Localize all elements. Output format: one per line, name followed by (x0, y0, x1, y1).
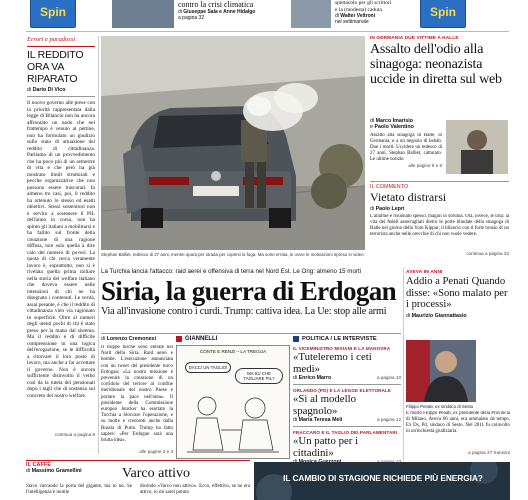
teaser2-authors-names: Walter Veltroni (340, 13, 376, 19)
interviews[interactable] (293, 336, 401, 465)
side-story1-kicker: IN GERMANIA DUE VITTIME A HALLE (370, 36, 459, 41)
teaser2-thumbnail (291, 0, 331, 28)
teaser2-page: nel settimanale (335, 19, 369, 26)
side-story2-byline-prefix: di (370, 206, 375, 212)
editorial-body: Il nuovo governo alle prese con la priorità rappresentata dalla legge di Bilancio non ha ancora affrontato un nodo che nel frattempo è venuto al pettine, non ha formulato un giudizio sullo stato di attuazione del reddito di cittadinanza. Parliamo di un provvedimento che ha poco più di un semestre di vita e che però ha già mostrato limiti strutturali e pecche organizzative che non possono essere trascurati. In almeno tre casi, poi, il reddito ha ottenuto lo stesso ed esatti obiettivi. Stessi sostenitori non è servito a sostenere il PIL dell'anno in corso, non ha spinto gli italiani a mobilitarsi e ha fallito sul fronte della creazione di una ragione diffusa, non solo quella a dire calo del numero di poveri. La quota di chi cerca veramente lavoro è, soprattutto, non si è rivelata quella prima miliare nella storia del welfare italiano che doveva essere nelle intenzioni di chi ne ha disegnato i contenuti. Le verità, assai pesante, è che il reddito di cittadinanza vien via ragionato in superficie. Oltre al numeri degli utenti pochi di chi è stato preso per la mano dal sistema. Ma il reddito è di difficile comprensione in una logica dell'erogazione, se le difficoltà a ritorvare il loro posto di lavoro, ma anche a far accettare il governo. Non è ancora sufficiente disinvolto il verbo così da la tutela dei pensionati dopo i tagli che di sostanza sul concreto del nostro welfare. (27, 100, 95, 399)
interviews-square-icon (293, 336, 299, 342)
cremonesi-body: Il truppe turche sono entrate nel Nord della Siria. Raid aerei e bombe. L'esecuzione annunciata con un tweet del presidente turco Erdogan: «La nostra missione è prevenire la creazione di un corridoio del terrore al confine meridionale del nostro Paese e portare la pace nell'area». Il presidente della Commissione europea Juncker ha esortato la Turchia a bloccare l'operazione, e su molte e crescenti anche dalla Russia di Putin. Trump ha fatto sapere: «Per Erdogan sarà una brutta idea». (101, 345, 173, 444)
interview-1-page: a pagina 10 (376, 375, 401, 380)
side-story1-portrait (446, 120, 508, 174)
spin-badge-right[interactable] (420, 0, 466, 28)
interview-1-author: Enrico Marro (298, 375, 332, 381)
editorial-kicker: Errori e paradossi (27, 36, 76, 43)
spin-badge-left-label: Spin (40, 5, 66, 19)
interview-2-meta (293, 417, 401, 423)
editorial-byline-rule (27, 96, 95, 97)
interview-2-kicker: ORLANDO (PD) E LA LEGGE ELETTORALE (293, 388, 392, 393)
side-story2-byline-name: Paolo Lepri (375, 206, 405, 212)
interview-2-author-prefix: di (293, 417, 298, 423)
spin-badge-left[interactable] (30, 0, 76, 28)
penati-photo-illustration (406, 340, 476, 402)
editorial-byline-prefix: di (27, 87, 32, 94)
energy-ad-text: IL CAMBIO DI STAGIONE RICHIEDE PIÙ ENERGIA? (283, 473, 483, 483)
side-story1-byline2-name: Paolo Valentino (374, 124, 414, 130)
interview-2-title: «Sì al modello spagnolo» (293, 393, 356, 417)
side-story1-divider (370, 181, 509, 182)
cremonesi-byline (101, 336, 173, 342)
side-story1-byline2 (370, 124, 442, 130)
side-story1-byline1-prefix: di (370, 118, 375, 124)
cartoon-drawing (177, 346, 289, 458)
main-headline-subtitle: Via all'invasione contro i curdi. Trump: cattiva idea. La Ue: stop alle armi (101, 306, 387, 317)
penati-kicker: AVEVA 86 ANNI (406, 270, 443, 275)
interview-1-author-prefix: di (293, 375, 298, 381)
interview-divider-2 (293, 426, 401, 427)
penati-photo (406, 340, 476, 402)
main-photo-illustration (101, 36, 365, 250)
main-photo[interactable] (101, 36, 365, 250)
teaser2-authors-prefix: di (335, 13, 339, 19)
headline-right-divider (403, 268, 404, 460)
spin-badge-right-label: Spin (430, 5, 456, 19)
side-story2-continue[interactable]: continua a pagina 32 (466, 251, 509, 256)
interviews-label: POLITICA / LE INTERVISTE (302, 336, 377, 342)
teaser1-authors-names: Giuseppe Sala e Anne Hidalgo (183, 9, 256, 15)
editorial[interactable] (27, 36, 95, 437)
side-story1-body: Assalto alla sinagoga di Halle, in Germania, e a un negozio di kebab. Due i morti. Uccidere un tedesco di 27 anni, Stephan Balliet, catturato. Le ultime notizie. (370, 133, 442, 162)
energy-ad[interactable] (254, 462, 510, 500)
side-story2[interactable] (370, 184, 509, 256)
teaser1-page: a pagina 32 (178, 15, 205, 22)
interview-item-1[interactable] (293, 346, 401, 381)
editorial-byline (27, 87, 95, 93)
giannelli-label: GIANNELLI (185, 336, 218, 342)
penati-byline-name: Maurizio Giannattasio (411, 312, 467, 319)
editorial-continue[interactable]: continua a pagina 9 (54, 432, 95, 438)
side-story1-pages[interactable]: alle pagine 5 e 6 (408, 163, 442, 168)
giannelli-box[interactable] (176, 336, 288, 459)
side-story1-bylines (370, 118, 442, 168)
side-story1-byline1-name: Marco Imarisio (375, 118, 413, 124)
side-story2-body: L'allarme è risuonato spesso, magari in sordina. Ora, invece, le urla: la vita dei fedeli asserragliati dietro le porte blindate della sinagoga di Halle nel giorno dello Yom Kippur, il bilancio con il forte brusio di un terrorista anche nelle orecchie di chi non vuole vedere. (370, 214, 509, 237)
main-headline[interactable] (101, 268, 401, 318)
cartoon-bubble2: MA SU CHE TAGLIARE PIL? (235, 368, 283, 384)
penati-continue[interactable]: a pagina 27 Sansoni (468, 450, 510, 455)
interview-2-page: a pagina 12 (376, 417, 401, 422)
side-story2-title: Vietato distrarsi (370, 190, 447, 204)
portrait-illustration (446, 120, 508, 174)
giannelli-header (176, 336, 288, 342)
interview-1-kicker: IL VICEMINISTRO MISIANI E LA MANOVRA (293, 346, 391, 351)
left-column-divider (98, 36, 99, 454)
main-headline-title: Siria, la guerra di Erdogan (101, 276, 397, 306)
caffe-byline-prefix: di (26, 468, 31, 474)
cartoon-title: CONTE E RENZI – LA TREGUA (199, 349, 267, 354)
interviews-header (293, 336, 401, 342)
side-story2-byline (370, 206, 509, 212)
headline-underline (101, 333, 401, 334)
teaser2-line1: spettacolo per gli scrittori (335, 0, 392, 6)
giannelli-square-icon (176, 336, 182, 342)
side-story1-byline2-prefix: e (370, 124, 373, 130)
teaser2-line2: e la (modesta) caduta (335, 6, 382, 13)
interview-1-meta (293, 375, 401, 381)
cremonesi-byline-name: Lorenzo Cremonesi (106, 336, 157, 342)
cartoon-bubble: DACCI UN TAGLIO! (185, 362, 231, 373)
teaser1-authors-prefix: di (178, 9, 182, 15)
editorial-byline-name: Dario Di Vico (32, 87, 66, 94)
side-story2-kicker: IL COMMENTO (370, 184, 409, 190)
penati-byline-prefix: di (406, 312, 411, 319)
cremonesi-byline-prefix: di (101, 336, 106, 342)
interview-2-author: Maria Teresa Meli (298, 417, 343, 423)
editorial-kicker-rule (27, 46, 95, 47)
caffe-body-right: dicendo «Varco non attivo». Ecco, effettivo, se ne era attivo, io mi sarei potuto (140, 484, 250, 495)
giannelli-cartoon (176, 345, 290, 459)
header-divider (26, 31, 509, 32)
cremonesi-continue[interactable]: alle pagine 2 e 3 (139, 449, 173, 454)
side-story1[interactable] (370, 36, 509, 168)
teaser1-line: contro la crisi climatica (178, 0, 254, 9)
penati-byline (406, 313, 510, 319)
penati-story[interactable] (406, 270, 510, 455)
penati-body: È morto Filippo Penati, ex presidente della Provincia di Milano. Aveva 66 anni, era ammalato da tempo. Ex Ds, Pd, sindaco di Sesto. Nel 2011 fu coinvolto in un'inchiesta giudiziaria. (406, 411, 510, 434)
main-headline-kicker: La Turchia lancia l'attacco: raid aerei e offensiva di terra nel Nord Est. Le Ong: almeno 15 morti (101, 268, 362, 275)
interview-item-2[interactable] (293, 388, 401, 423)
teaser1[interactable] (178, 0, 290, 21)
caffe-body-left: Stavo varcando la porta del gigante, ma io no. Se l'intelligenza è inutile (26, 484, 132, 495)
caffe-label: IL CAFFÈ (26, 462, 51, 468)
cremonesi-story[interactable] (101, 336, 173, 454)
side-story1-title: Assalto dell'odio alla sinagoga: neonazista uccide in diretta sul web (370, 42, 502, 87)
interview-3-title: «Un patto per i cittadini» (293, 435, 359, 459)
caffe-byline-name: Massimo Gramellini (31, 468, 82, 474)
interview-divider-1 (293, 384, 401, 385)
interview-item-3[interactable] (293, 430, 401, 465)
teaser2[interactable] (335, 0, 417, 25)
interview-3-kicker: FRACCARO E IL TAGLIO DEI PARLAMENTARI (293, 430, 398, 435)
penati-photo-caption: Filippo Penati, ex sindaco di Sesto (406, 404, 474, 409)
penati-title: Addio a Penati Quando disse: «Sono malato per i processi» (406, 276, 508, 310)
photo-caption: Stephan Balliet, tedesco di 27 anni, mentre spara per strada per coprirsi la fuga. Ma sorte errata, le ovvie le motivazioni ripreso in video (101, 252, 364, 257)
caffe-top-rule (26, 460, 250, 461)
teaser1-thumbnail (112, 0, 174, 28)
caffe[interactable] (26, 462, 250, 495)
interview-1-title: «Tuteleremo i ceti medi» (293, 351, 372, 375)
editorial-title: IL REDDITO ORA VA RIPARATO (27, 49, 84, 85)
caffe-title: Varco attivo (122, 466, 191, 481)
